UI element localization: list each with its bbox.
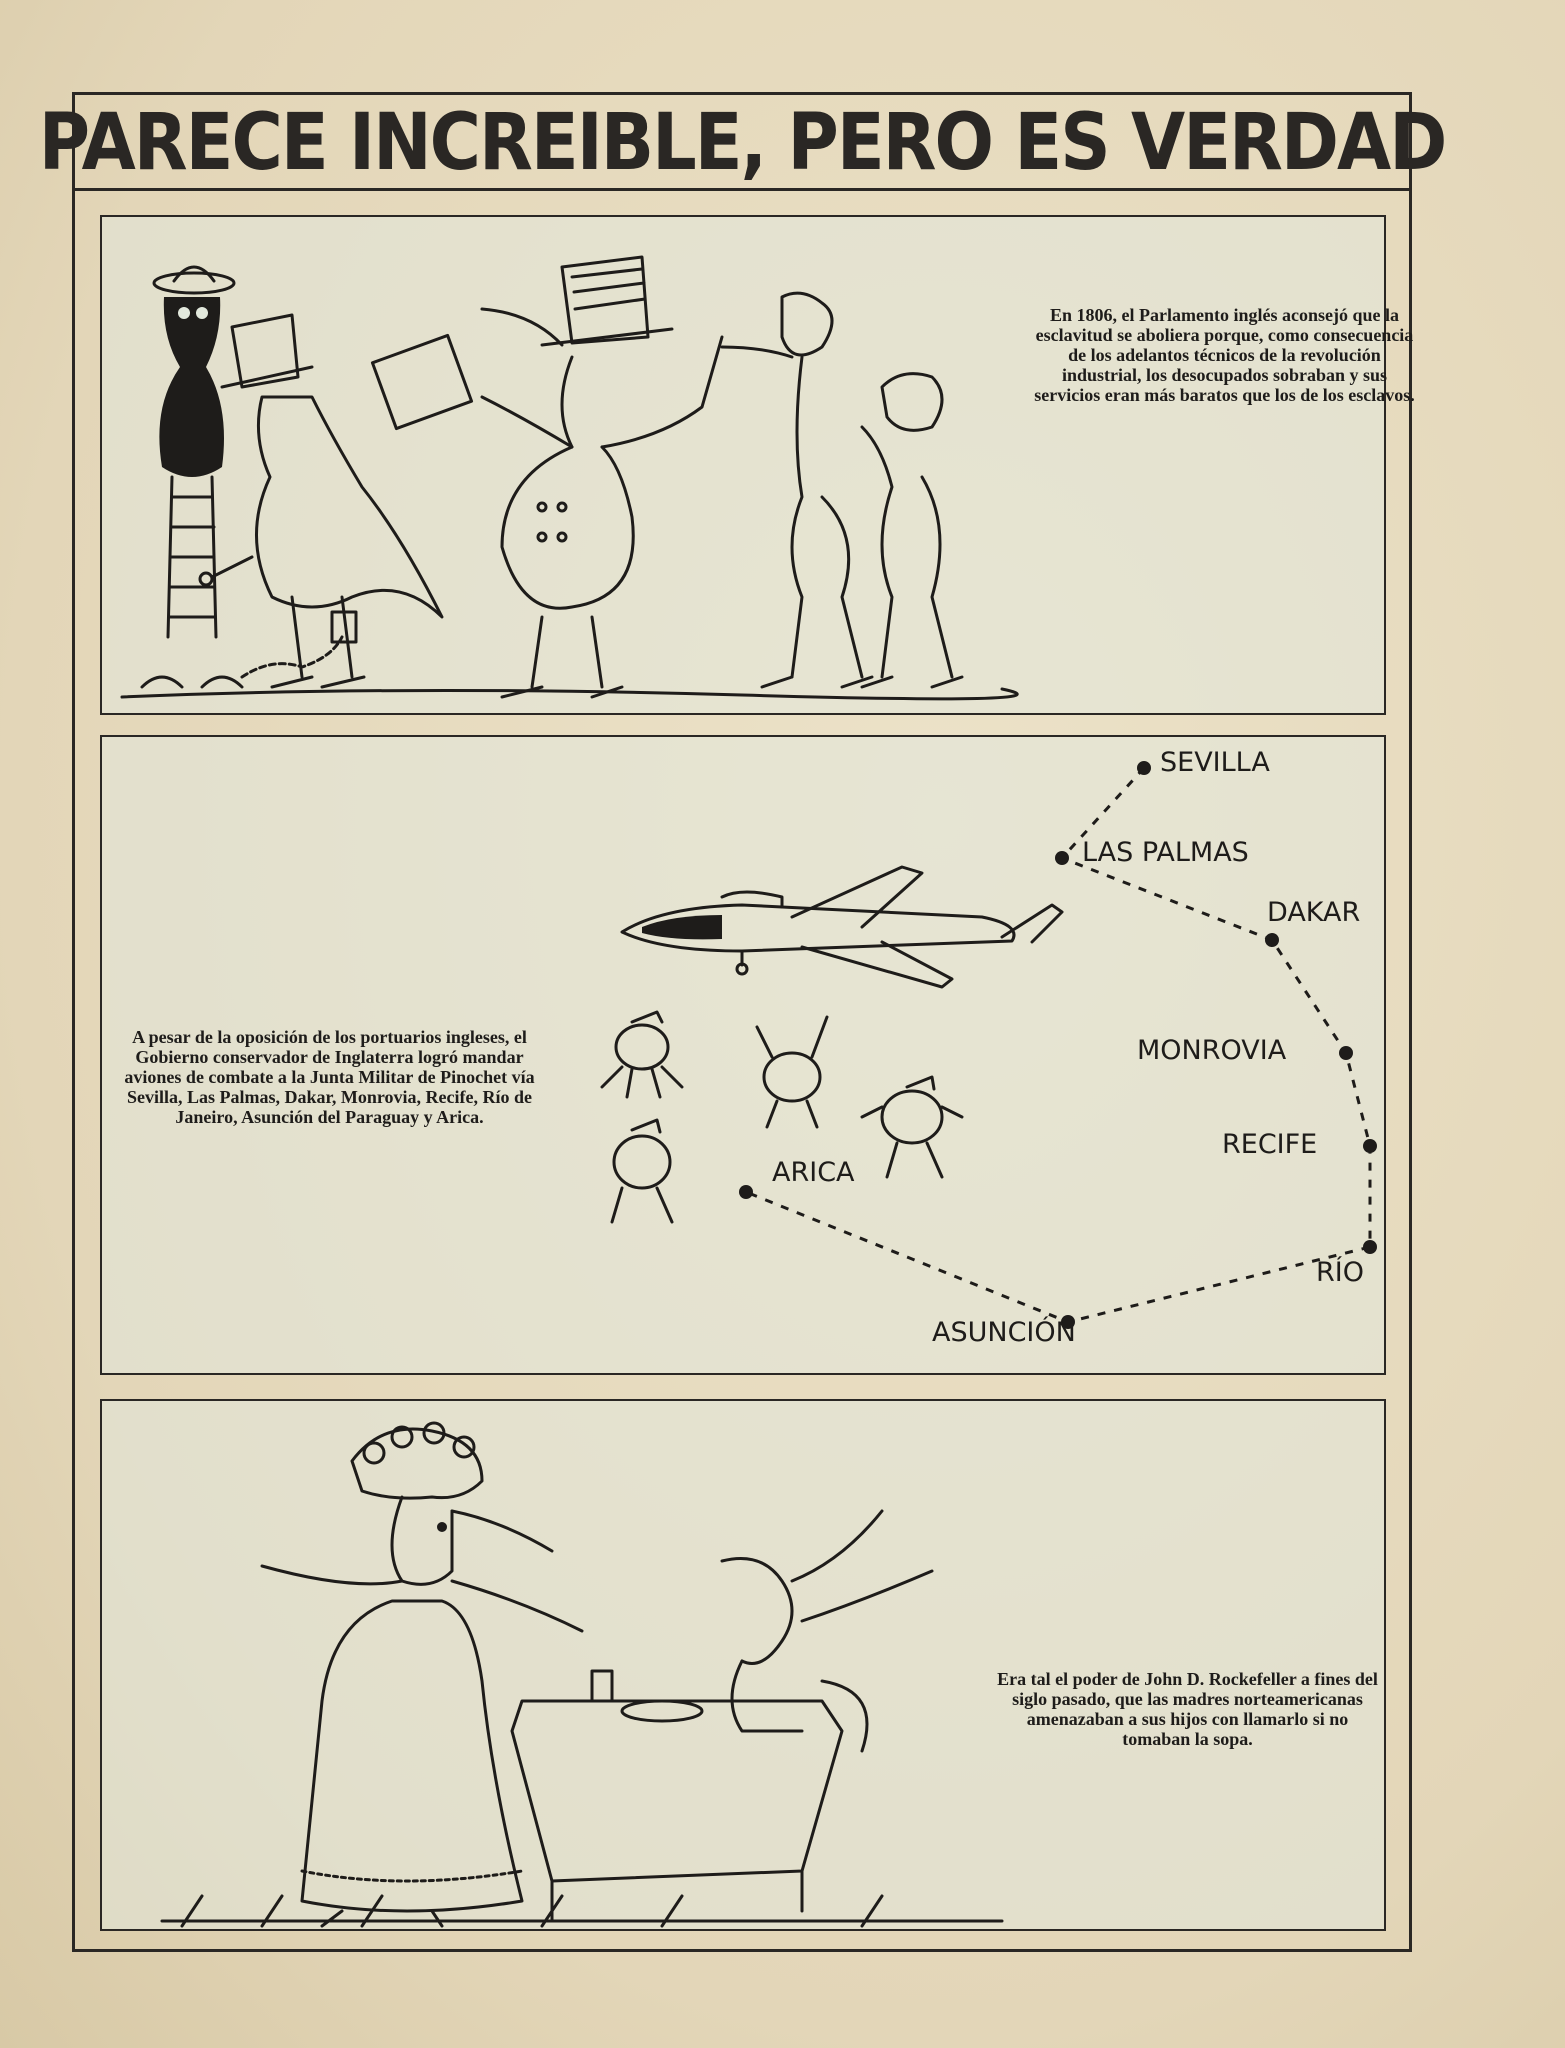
panel-slavery [100,215,1415,715]
city-las-palmas: LAS PALMAS [1082,837,1249,868]
workers-figures [722,293,962,687]
key-holder-figure [200,315,442,687]
fighter-plane [622,867,1062,987]
city-dakar: DAKAR [1267,897,1361,928]
slavery-cartoon-illustration [102,217,1388,717]
city-rio: RÍO [1316,1257,1364,1288]
rockefeller-cartoon-illustration [102,1401,1388,1933]
orator-figure [372,257,722,697]
city-asuncion: ASUNCIÓN [932,1317,1076,1348]
panel-planes-caption: A pesar de la oposición de los portuarios ingleses, el Gobierno conservador de Inglaterra logró mandar aviones de combate a la Junta Militar de Pinochet vía Sevilla, Las Palmas, Dakar, Monrovia, Recife, Río de Janeiro, Asunción del Paraguay y Arica. [124,1027,535,1127]
panel-planes-route [100,735,1386,1375]
panel-rockefeller [100,1399,1386,1931]
city-arica: ARICA [772,1157,855,1188]
soldier-figures [602,1012,962,1222]
city-recife: RECIFE [1222,1129,1318,1160]
panel-rockefeller-caption: Era tal el poder de John D. Rockefeller a fines del siglo pasado, que las madres norteamericanas amenazaban a sus hijos con llamarlo si no tomaban la sopa. [997,1669,1378,1749]
page-title: PARECE INCREIBLE, PERO ES VERDAD [38,95,1446,188]
panel-slavery-caption: En 1806, el Parlamento inglés aconsejó que la esclavitud se aboliera porque, como consecuencia de los adelantos técnicos de la revolución industrial, los desocupados sobraban y sus servicios eran más baratos que los de los esclavos. [1034,305,1415,405]
table-and-child [512,1511,932,1921]
title-box [38,95,1446,191]
city-monrovia: MONROVIA [1137,1035,1287,1066]
city-sevilla: SEVILLA [1160,747,1270,778]
mother-figure [262,1423,582,1926]
slave-figure [142,267,356,687]
article-frame [38,92,1446,1952]
